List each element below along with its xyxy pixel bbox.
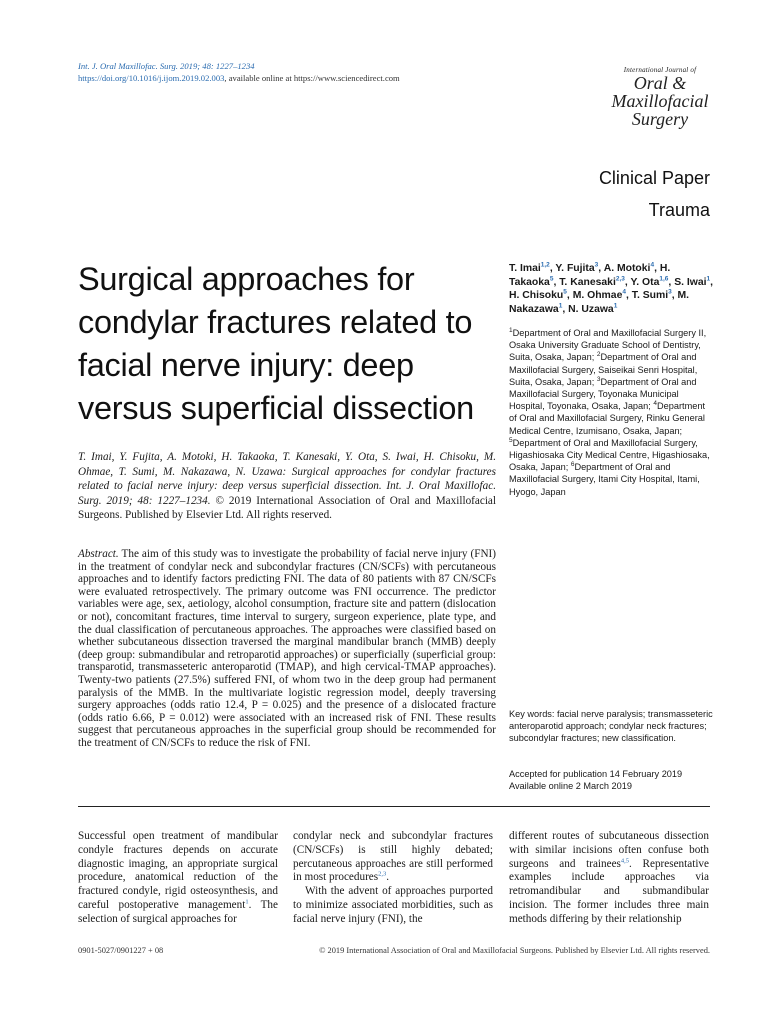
author-name: Y. Fujita (555, 263, 595, 274)
citation-italic: T. Imai, Y. Fujita, A. Motoki, H. Takaoka, T. Kanesaki, Y. Ota, S. Iwai, H. Chisoku, M. Ohmae, T. Sumi, M. Nakazawa, N. Uzawa: Surgical approaches for condylar fractures related to facial nerve injury: deep versus superficial dissection. Int. J. Oral Maxillofac. Surg. 2019; 48: 1227–1234. (78, 451, 496, 507)
col2-text-b: . (386, 871, 390, 884)
affiliation-text: Department of Oral and Maxillofacial Surgery, Rinku General Medical Centre, Izumisano, Osaka, Japan; (509, 401, 706, 436)
col2-paragraph-2: With the advent of approaches purported to minimize associated morbidities, such as facial nerve injury (FNI), the (293, 885, 493, 925)
citation-block (78, 450, 496, 523)
col3-text-b: . Representative examples include approaches via retromandibular and submandibular incision. The former includes three main methods differing by their relationship (509, 857, 709, 925)
footer-copyright: © 2019 International Association of Oral and Maxillofacial Surgeons. Published by Elsevier Ltd. All rights reserved. (319, 946, 710, 955)
article-title: Surgical approaches for condylar fractures related to facial nerve injury: deep versus superficial dissection (78, 261, 474, 426)
abstract (78, 548, 496, 750)
author-name: M. Nakazawa (509, 290, 690, 315)
logo-line-1: Oral & (633, 73, 687, 93)
author-name: T. Imai (509, 263, 541, 274)
author-affiliation-mark[interactable]: 4 (622, 288, 626, 296)
author-affiliation-mark[interactable]: 1,6 (659, 275, 669, 283)
author-affiliation-mark[interactable]: 1 (558, 302, 563, 310)
author-name: H. Takaoka (509, 263, 671, 288)
author-name: T. Kanesaki (559, 276, 616, 288)
author-separator: , (598, 263, 604, 274)
journal-logo (600, 66, 720, 128)
doi-link[interactable]: https://doi.org/10.1016/j.ijom.2019.02.003 (78, 73, 225, 83)
author-affiliation-mark[interactable]: 4 (650, 261, 655, 269)
author-name: M. Ohmae (572, 290, 623, 301)
author-name: N. Uzawa (568, 303, 614, 315)
affiliation-text: Department of Oral and Maxillofacial Surgery, Itami City Hospital, Itami, Hyogo, Japan (509, 462, 700, 497)
issn-code: 0901-5027/0901227 + 08 (78, 946, 164, 955)
author-separator: , (625, 290, 632, 301)
affiliation-number: 5 (509, 436, 513, 444)
col1-text-end: . The selection of surgical approaches for (78, 898, 278, 925)
keywords: Key words: facial nerve paralysis; transmasseteric anteroparotid approach; condylar neck fractures; subcondylar fractures; new classification. (509, 709, 713, 744)
availability-text: , available online at https://www.sciencedirect.com (224, 73, 400, 83)
online-date: Available online 2 March 2019 (509, 781, 632, 792)
affiliation-text: Department of Oral and Maxillofacial Surgery, Toyonaka Municipal Hospital, Toyonaka, Osaka, Japan; (509, 376, 697, 412)
affiliations (509, 327, 714, 498)
author-affiliation-mark[interactable]: 5 (549, 275, 554, 283)
page-footer (78, 946, 710, 955)
body-column-1 (78, 830, 278, 927)
reference-link[interactable]: 2,3 (378, 870, 387, 878)
author-separator: , (624, 276, 631, 288)
col3-text-a: different routes of subcutaneous dissection with similar incisions often confuse both surgeons and trainees (509, 830, 709, 870)
affiliation-number: 4 (653, 400, 657, 408)
author-name: S. Iwai (674, 276, 707, 288)
author-affiliation-mark[interactable]: 2,3 (615, 275, 625, 283)
journal-citation-line: Int. J. Oral Maxillofac. Surg. 2019; 48: 1227–1234 (78, 61, 255, 71)
affiliation-number: 3 (596, 375, 601, 383)
col1-text: Successful open treatment of mandibular condyle fractures depends on accurate diagnostic imaging, an appropriate surgical procedure, anatomical reduction of the fractured condyle, rigid osteosynthesis, and careful postoperative management (78, 830, 278, 911)
author-name: Y. Ota (630, 276, 660, 288)
doi-line (78, 72, 498, 84)
author-separator: , (668, 276, 675, 288)
reference-link[interactable]: 1 (245, 898, 249, 906)
author-separator: , (710, 276, 714, 288)
abstract-label: Abstract. (78, 548, 119, 560)
journal-reference (78, 60, 498, 84)
author-affiliation-mark[interactable]: 5 (563, 288, 567, 296)
author-affiliation-mark[interactable]: 1 (706, 275, 711, 283)
author-affiliation-mark[interactable]: 3 (668, 288, 672, 296)
logo-line-3: Surgery (631, 109, 689, 129)
affiliation-number: 1 (509, 326, 513, 334)
author-separator: , (562, 303, 569, 315)
col2-text-a: condylar neck and subcondylar fractures (CN/SCFs) is still highly debated; percutaneous approaches are still performed in most procedures (293, 830, 493, 884)
author-separator: , (553, 276, 560, 288)
author-name: A. Motoki (603, 263, 651, 274)
body-column-2 (293, 830, 493, 927)
reference-link[interactable]: 4,5 (620, 856, 630, 864)
affiliation-text: Department of Oral and Maxillofacial Surgery II, Osaka University Graduate School of Dentistry, Suita, Osaka, Japan; (509, 328, 707, 363)
col2-paragraph-1 (293, 830, 493, 885)
author-separator: , (566, 290, 573, 301)
affiliation-text: Department of Oral and Maxillofacial Surgery, Higashiosaka City Medical Centre, Higashiosaka, Osaka, Japan; (509, 437, 710, 473)
affiliation-number: 6 (570, 461, 575, 469)
body-column-3 (509, 830, 709, 927)
author-separator: , (549, 263, 556, 274)
author-name: T. Sumi (631, 290, 669, 301)
logo-small-text: International Journal of (623, 66, 697, 74)
author-affiliation-mark[interactable]: 3 (594, 261, 599, 269)
author-affiliation-mark[interactable]: 1,2 (540, 261, 550, 269)
citation-copyright: © 2019 International Association of Oral and Maxillofacial Surgeons. Published by Elsevier Ltd. All rights reserved. (78, 494, 496, 522)
abstract-text: The aim of this study was to investigate the probability of facial nerve injury (FNI) in the treatment of condylar neck and subcondylar fractures (CN/SCFs) with percutaneous approaches and to identify factors predicting FNI. The data of 80 patients with 87 CN/SCFs were evaluated retrospectively. The primary outcome was FNI occurrence. The predictor variables were age, sex, aetiology, alcohol consumption, fracture site and pattern (dislocation or not), concomitant fractures, time interval to surgery, surgeon experience, plate type, and the dual classification of percutaneous approaches. The approaches were classified based on whether subcutaneous dissection traversed the marginal mandibular branch (MMB) deeply (deep group: submandibular and retroparotid approaches) or superficially (superficial group: transparotid, transmasseteric anteroparotid (TMAP), and high cervical-TMAP approaches). Twenty-two patients (27.5%) suffered FNI, of whom two in the deep group had permanent paralysis of the MMB. In the multivariate logistic regression model, deeply traversing surgery approaches (odds ratio 12.4, P = 0.025) and the presence of a dislocated fracture (odds ratio 6.66, P = 0.012) were associated with an increased risk of FNI. These results suggest that percutaneous approaches in the superficial group should be recommended for the treatment of CN/SCFs to reduce the risk of FNI. (78, 548, 496, 749)
affiliation-number: 2 (596, 351, 601, 359)
article-type: Clinical Paper (598, 168, 710, 188)
author-name: H. Chisoku (509, 290, 564, 301)
affiliation-text: Department of Oral and Maxillofacial Surgery, Saiseikai Senri Hospital, Suita, Osaka, Japan; (509, 352, 698, 387)
section-divider (78, 806, 710, 807)
publication-dates (509, 768, 714, 792)
author-separator: , (654, 263, 660, 274)
author-list (509, 262, 714, 316)
author-separator: , (671, 290, 678, 301)
accepted-date: Accepted for publication 14 February 2019 (509, 769, 683, 779)
article-topic: Trauma (648, 200, 710, 220)
logo-line-2: Maxillofacial (611, 91, 709, 111)
author-affiliation-mark[interactable]: 1 (613, 302, 618, 310)
